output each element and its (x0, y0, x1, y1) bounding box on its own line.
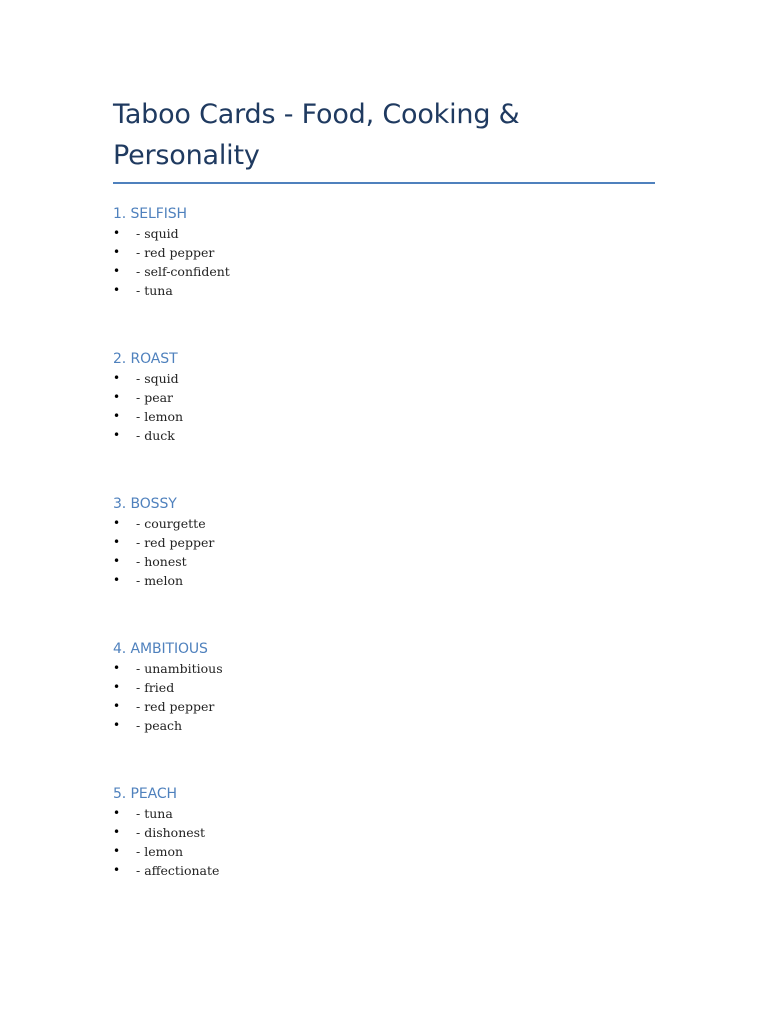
taboo-word: - lemon (136, 409, 184, 424)
card-heading: 5. PEACH (113, 786, 177, 802)
taboo-word-list (113, 369, 655, 445)
taboo-card-2 (113, 349, 655, 445)
bullet-icon: • (113, 680, 121, 694)
list-item (113, 243, 655, 262)
list-item (113, 861, 655, 880)
list-item (113, 281, 655, 300)
bullet-icon: • (113, 863, 121, 877)
bullet-icon: • (113, 390, 121, 404)
bullet-icon: • (113, 283, 121, 297)
bullet-icon: • (113, 245, 121, 259)
bullet-icon: • (113, 264, 121, 278)
taboo-word: - red pepper (136, 699, 215, 714)
taboo-word: - peach (136, 718, 183, 733)
taboo-word: - duck (136, 428, 175, 443)
bullet-icon: • (113, 554, 121, 568)
bullet-icon: • (113, 661, 121, 675)
taboo-card-5 (113, 784, 655, 880)
card-heading: 2. ROAST (113, 351, 178, 367)
taboo-word-list (113, 659, 655, 735)
list-item (113, 407, 655, 426)
taboo-word: - squid (136, 371, 179, 386)
bullet-icon: • (113, 226, 121, 240)
card-heading: 1. SELFISH (113, 206, 187, 222)
bullet-icon: • (113, 371, 121, 385)
list-item (113, 823, 655, 842)
card-heading: 3. BOSSY (113, 496, 177, 512)
taboo-word: - courgette (136, 516, 206, 531)
taboo-word: - unambitious (136, 661, 223, 676)
list-item (113, 659, 655, 678)
taboo-card-1 (113, 204, 655, 300)
taboo-word: - lemon (136, 844, 184, 859)
bullet-icon: • (113, 573, 121, 587)
list-item (113, 552, 655, 571)
bullet-icon: • (113, 409, 121, 423)
taboo-word: - tuna (136, 283, 173, 298)
list-item (113, 697, 655, 716)
list-item (113, 678, 655, 697)
bullet-icon: • (113, 699, 121, 713)
taboo-word: - pear (136, 390, 174, 405)
taboo-word: - fried (136, 680, 175, 695)
taboo-card-4 (113, 639, 655, 735)
list-item (113, 426, 655, 445)
taboo-word: - red pepper (136, 535, 215, 550)
bullet-icon: • (113, 516, 121, 530)
taboo-card-3 (113, 494, 655, 590)
list-item (113, 388, 655, 407)
taboo-word: - self-confident (136, 264, 230, 279)
taboo-word: - honest (136, 554, 187, 569)
list-item (113, 514, 655, 533)
document-page (113, 94, 655, 880)
taboo-word: - squid (136, 226, 179, 241)
taboo-word-list (113, 804, 655, 880)
list-item (113, 369, 655, 388)
list-item (113, 571, 655, 590)
document-title: Taboo Cards - Food, Cooking & Personality (113, 94, 655, 184)
list-item (113, 842, 655, 861)
bullet-icon: • (113, 844, 121, 858)
list-item (113, 262, 655, 281)
bullet-icon: • (113, 806, 121, 820)
list-item (113, 804, 655, 823)
card-heading: 4. AMBITIOUS (113, 641, 208, 657)
bullet-icon: • (113, 428, 121, 442)
taboo-word: - red pepper (136, 245, 215, 260)
list-item (113, 224, 655, 243)
bullet-icon: • (113, 825, 121, 839)
taboo-word-list (113, 224, 655, 300)
taboo-word: - melon (136, 573, 184, 588)
list-item (113, 533, 655, 552)
taboo-word-list (113, 514, 655, 590)
bullet-icon: • (113, 535, 121, 549)
taboo-word: - dishonest (136, 825, 206, 840)
taboo-word: - tuna (136, 806, 173, 821)
taboo-word: - affectionate (136, 863, 220, 878)
list-item (113, 716, 655, 735)
bullet-icon: • (113, 718, 121, 732)
